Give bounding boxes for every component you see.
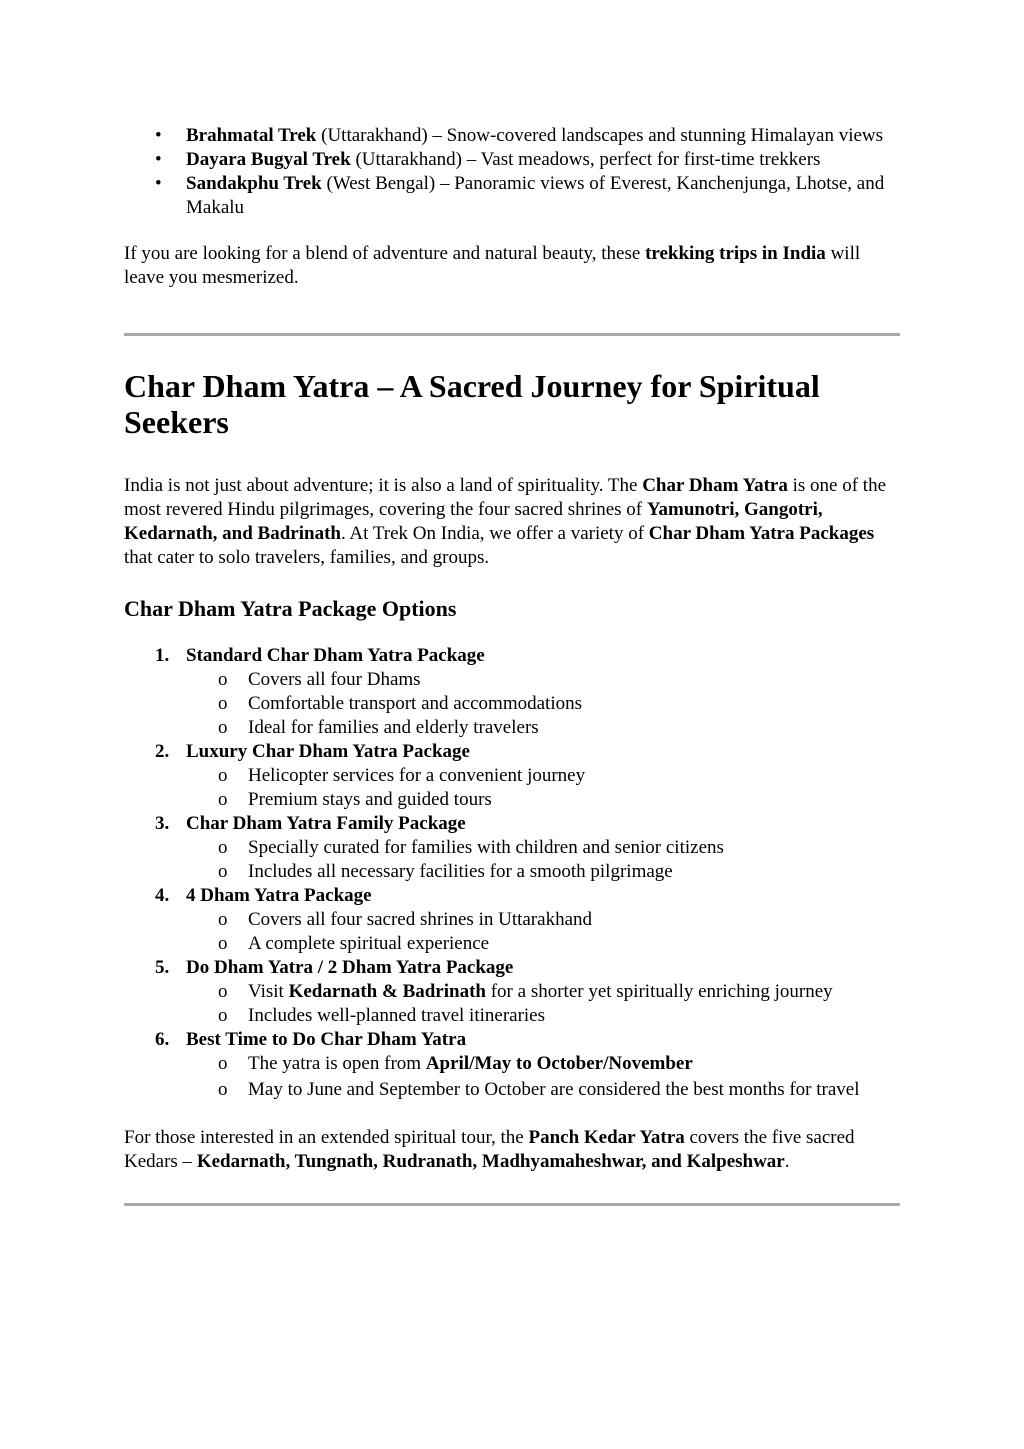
text-run: . At Trek On India, we offer a variety of: [340, 523, 649, 544]
package-item: [124, 884, 900, 956]
trek-name: Dayara Bugyal Trek: [186, 149, 351, 170]
list-item: [124, 1004, 900, 1028]
package-title: Standard Char Dham Yatra Package: [186, 645, 485, 666]
list-item: [124, 860, 900, 884]
list-item: [124, 1078, 900, 1102]
horizontal-rule: [124, 333, 900, 336]
text-run: For those interested in an extended spiritual tour, the: [124, 1127, 529, 1148]
circle-bullet-icon: o: [218, 669, 228, 690]
text-run: is one of the most revered Hindu pilgrimages, covering the four sacred shrines of: [124, 475, 887, 520]
trek-list: [124, 124, 900, 220]
detail-text: Comfortable transport and accommodations: [248, 693, 582, 714]
list-item: [124, 836, 900, 860]
intro-paragraph: [124, 474, 900, 570]
circle-bullet-icon: o: [218, 861, 228, 882]
text-run: covers the five sacred Kedars –: [124, 1127, 855, 1172]
closing-paragraph: [124, 1126, 900, 1174]
trek-name: Sandakphu Trek: [186, 173, 322, 194]
circle-bullet-icon: o: [218, 717, 228, 738]
circle-bullet-icon: o: [218, 1053, 228, 1074]
circle-bullet-icon: o: [218, 909, 228, 930]
trek-name: Brahmatal Trek: [186, 125, 317, 146]
detail-text: Premium stays and guided tours: [248, 789, 492, 810]
bullet-icon: •: [155, 173, 162, 194]
list-item: [124, 1052, 900, 1076]
list-item: [124, 148, 900, 172]
bold-text: Char Dham Yatra: [642, 475, 788, 496]
package-details: [124, 836, 900, 884]
text-run: .: [784, 1151, 790, 1172]
subheading: Char Dham Yatra Package Options: [124, 596, 457, 621]
package-title: Char Dham Yatra Family Package: [186, 813, 466, 834]
package-title: Luxury Char Dham Yatra Package: [186, 741, 470, 762]
item-number: 2.: [155, 741, 170, 762]
detail-text: The yatra is open from: [248, 1053, 426, 1074]
bold-text: Panch Kedar Yatra: [528, 1127, 685, 1148]
list-item: [124, 764, 900, 788]
package-item: [124, 740, 900, 812]
detail-text: Includes well-planned travel itineraries: [248, 1005, 546, 1026]
list-item: [124, 692, 900, 716]
package-title: 4 Dham Yatra Package: [186, 885, 372, 906]
text-run: India is not just about adventure; it is also a land of spirituality. The: [124, 475, 643, 496]
package-title: Best Time to Do Char Dham Yatra: [186, 1029, 467, 1050]
package-details: [124, 1052, 900, 1102]
circle-bullet-icon: o: [218, 933, 228, 954]
detail-text: Includes all necessary facilities for a smooth pilgrimage: [248, 861, 673, 882]
horizontal-rule: [124, 1203, 900, 1206]
item-number: 3.: [155, 813, 170, 834]
list-item: [124, 788, 900, 812]
circle-bullet-icon: o: [218, 765, 228, 786]
circle-bullet-icon: o: [218, 837, 228, 858]
detail-text: Helicopter services for a convenient journey: [248, 765, 586, 786]
bold-text: Char Dham Yatra Packages: [648, 523, 875, 544]
package-item: [124, 812, 900, 884]
circle-bullet-icon: o: [218, 789, 228, 810]
package-details: [124, 980, 900, 1028]
list-item: [124, 716, 900, 740]
package-item: [124, 956, 900, 1028]
bold-text: April/May to October/November: [425, 1053, 693, 1074]
text-run: that cater to solo travelers, families, and groups.: [124, 547, 490, 568]
list-item: [124, 980, 900, 1004]
bold-text: Yamunotri, Gangotri, Kedarnath, and Badrinath: [124, 499, 823, 544]
circle-bullet-icon: o: [218, 1079, 228, 1100]
item-number: 6.: [155, 1029, 170, 1050]
bold-text: Kedarnath, Tungnath, Rudranath, Madhyamaheshwar, and Kalpeshwar: [196, 1151, 785, 1172]
list-item: [124, 908, 900, 932]
bullet-icon: •: [155, 125, 162, 146]
package-details: [124, 908, 900, 956]
circle-bullet-icon: o: [218, 693, 228, 714]
item-number: 1.: [155, 645, 170, 666]
bullet-icon: •: [155, 149, 162, 170]
package-title: Do Dham Yatra / 2 Dham Yatra Package: [186, 957, 514, 978]
list-item: [124, 124, 900, 148]
list-item: [124, 668, 900, 692]
bold-text: trekking trips in India: [645, 243, 826, 264]
list-item: [124, 172, 900, 220]
detail-text: A complete spiritual experience: [248, 933, 490, 954]
list-item: [124, 932, 900, 956]
detail-text: for a shorter yet spiritually enriching journey: [485, 981, 833, 1002]
package-item: [124, 644, 900, 740]
item-number: 5.: [155, 957, 170, 978]
circle-bullet-icon: o: [218, 1005, 228, 1026]
circle-bullet-icon: o: [218, 981, 228, 1002]
package-item: [124, 1028, 900, 1102]
detail-text: Visit: [248, 981, 289, 1002]
text-run: will leave you mesmerized.: [124, 243, 861, 288]
package-details: [124, 668, 900, 740]
detail-text: May to June and September to October are considered the best months for travel: [248, 1079, 860, 1100]
package-list: [124, 644, 900, 1102]
bold-text: Kedarnath & Badrinath: [288, 981, 486, 1002]
section-heading: Char Dham Yatra – A Sacred Journey for Spiritual Seekers: [124, 368, 820, 440]
trek-closing-paragraph: [124, 242, 900, 290]
document-page: [124, 124, 900, 1206]
item-number: 4.: [155, 885, 170, 906]
detail-text: Ideal for families and elderly travelers: [248, 717, 539, 738]
trek-description: (Uttarakhand) – Snow-covered landscapes and stunning Himalayan views: [316, 125, 884, 146]
detail-text: Specially curated for families with children and senior citizens: [248, 837, 724, 858]
package-details: [124, 764, 900, 812]
detail-text: Covers all four sacred shrines in Uttarakhand: [248, 909, 593, 930]
trek-description: (Uttarakhand) – Vast meadows, perfect for first-time trekkers: [350, 149, 821, 170]
text-run: If you are looking for a blend of adventure and natural beauty, these: [124, 243, 646, 264]
trek-description: (West Bengal) – Panoramic views of Everest, Kanchenjunga, Lhotse, and Makalu: [186, 173, 885, 218]
detail-text: Covers all four Dhams: [248, 669, 421, 690]
